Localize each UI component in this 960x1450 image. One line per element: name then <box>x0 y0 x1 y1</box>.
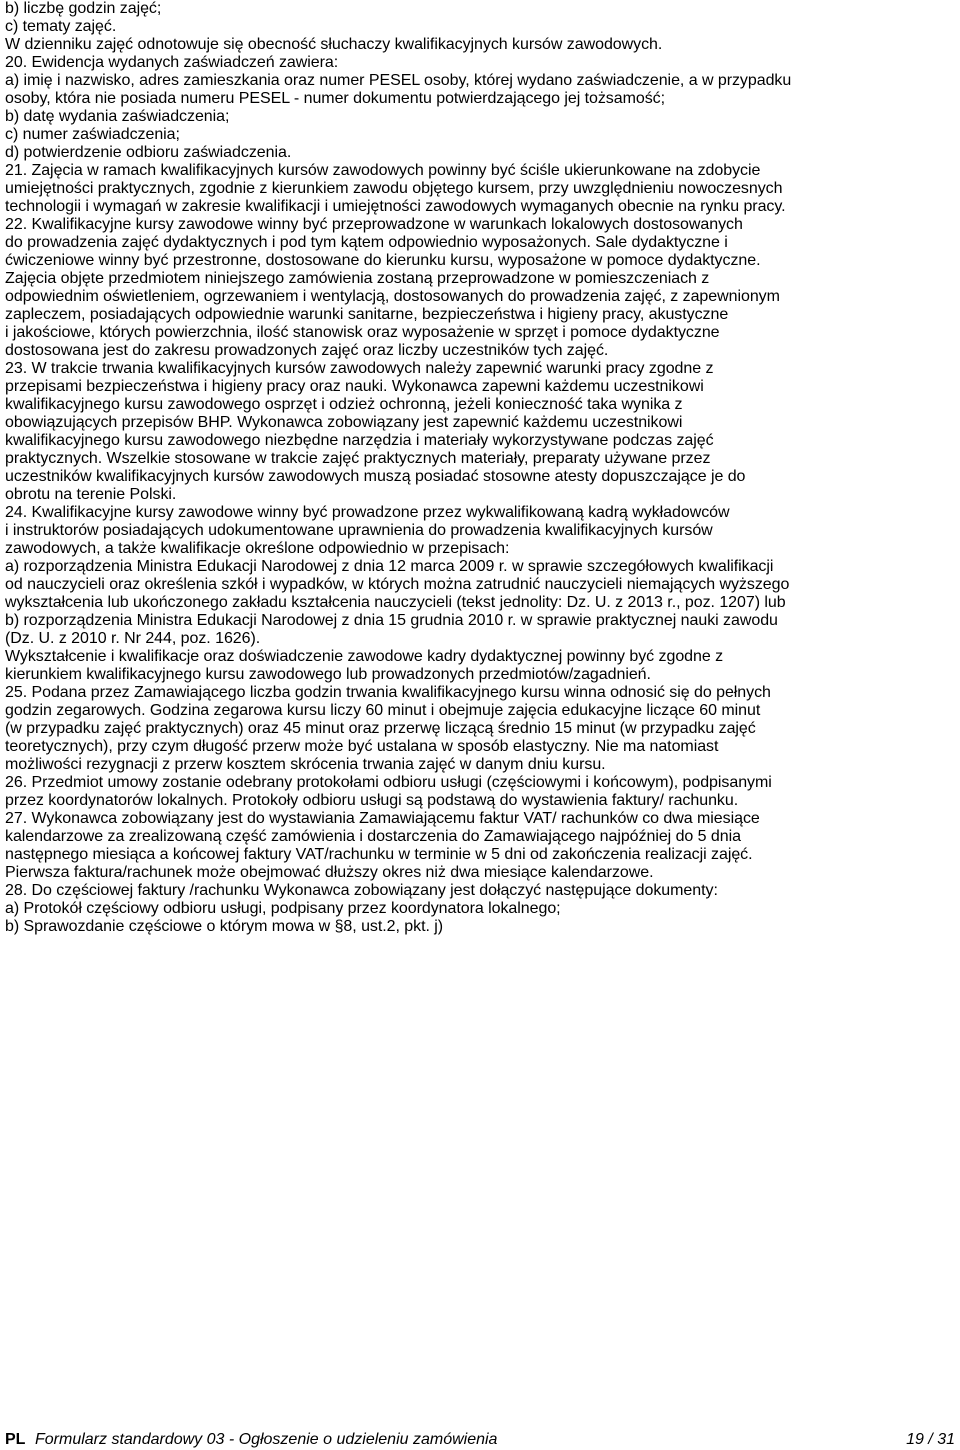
text-line: Zajęcia objęte przedmiotem niniejszego zamówienia zostaną przeprowadzone w pomieszczeniach z <box>5 270 710 287</box>
text-line: 25. Podana przez Zamawiającego liczba godzin trwania kwalifikacyjnego kursu winna odnosić się do pełnych <box>5 684 771 701</box>
text-line: 21. Zajęcia w ramach kwalifikacyjnych kursów zawodowych powinny być ściśle ukierunkowane na zdobycie <box>5 162 761 179</box>
text-line: 27. Wykonawca zobowiązany jest do wystawiania Zamawiającemu faktur VAT/ rachunków co dwa miesiące <box>5 810 760 827</box>
text-line: od nauczycieli oraz określenia szkół i wypadków, w których można zatrudnić nauczycieli niemających wyższego <box>5 576 790 593</box>
text-line: a) Protokół częściowy odbioru usługi, podpisany przez koordynatora lokalnego; <box>5 900 561 917</box>
text-line: technologii i wymagań w zakresie kwalifikacji i umiejętności zawodowych wymaganych obecnie na rynku pracy. <box>5 198 786 215</box>
footer-page-number: 19 / 31 <box>906 1431 955 1448</box>
text-line: a) imię i nazwisko, adres zamieszkania oraz numer PESEL osoby, której wydano zaświadczenie, a w przypadku <box>5 72 792 89</box>
text-line: 26. Przedmiot umowy zostanie odebrany protokołami odbioru usługi (częściowymi i końcowym), podpisanymi <box>5 774 772 791</box>
page-footer <box>5 1430 955 1450</box>
text-line: kierunkiem kwalifikacyjnego kursu zawodowego lub prowadzonych przedmiotów/zagadnień. <box>5 666 651 683</box>
text-line: 23. W trakcie trwania kwalifikacyjnych kursów zawodowych należy zapewnić warunki pracy zgodne z <box>5 360 714 377</box>
text-line: obowiązujących przepisów BHP. Wykonawca zobowiązany jest zapewnić każdemu uczestnikowi <box>5 414 683 431</box>
text-line: (w przypadku zajęć praktycznych) oraz 45 minut oraz przerwę liczącą średnio 15 minut (w przypadku zajęć <box>5 720 756 737</box>
text-line: c) tematy zajęć. <box>5 18 117 35</box>
text-line: b) rozporządzenia Ministra Edukacji Narodowej z dnia 15 grudnia 2010 r. w sprawie praktycznej nauki zawodu <box>5 612 778 629</box>
text-line: b) datę wydania zaświadczenia; <box>5 108 230 125</box>
text-line: teoretycznych), przy czym długość przerw może być ustalana w sposób elastyczny. Nie ma natomiast <box>5 738 719 755</box>
text-line: godzin zegarowych. Godzina zegarowa kursu liczy 60 minut i obejmuje zajęcia edukacyjne liczące 60 minut <box>5 702 761 719</box>
text-line: i instruktorów posiadających udokumentowane uprawnienia do prowadzenia kwalifikacyjnych kursów <box>5 522 713 539</box>
text-line: c) numer zaświadczenia; <box>5 126 180 143</box>
text-line: kalendarzowe za zrealizowaną część zamówienia i dostarczenia do Zamawiającego najpóźniej do 5 dnia <box>5 828 741 845</box>
text-line: osoby, która nie posiada numeru PESEL - numer dokumentu potwierdzającego jej tożsamość; <box>5 90 666 107</box>
text-line: 22. Kwalifikacyjne kursy zawodowe winny być przeprowadzone w warunkach lokalowych dostosowanych <box>5 216 743 233</box>
text-line: 20. Ewidencja wydanych zaświadczeń zawiera: <box>5 54 339 71</box>
text-line: praktycznych. Wszelkie stosowane w trakcie zajęć praktycznych materiały, preparaty używane przez <box>5 450 711 467</box>
text-line: i jakościowe, których powierzchnia, ilość stanowisk oraz wyposażenie w sprzęt i pomoce dydaktyczne <box>5 324 720 341</box>
text-line: kwalifikacyjnego kursu zawodowego osprzęt i odzież ochronną, jeżeli konieczność taka wynika z <box>5 396 683 413</box>
text-line: a) rozporządzenia Ministra Edukacji Narodowej z dnia 12 marca 2009 r. w sprawie szczegółowych kwalifikacji <box>5 558 774 575</box>
text-line: (Dz. U. z 2010 r. Nr 244, poz. 1626). <box>5 630 261 647</box>
text-line: W dzienniku zajęć odnotowuje się obecność słuchaczy kwalifikacyjnych kursów zawodowych. <box>5 36 663 53</box>
text-line: ćwiczeniowe winny być przestronne, dostosowane do kierunku kursu, wyposażone w pomoce dydaktyczne. <box>5 252 761 269</box>
text-line: dostosowana jest do zakresu prowadzonych zajęć oraz liczby uczestników tych zajęć. <box>5 342 609 359</box>
text-line: d) potwierdzenie odbioru zaświadczenia. <box>5 144 292 161</box>
text-line: wykształcenia lub ukończonego zakładu kształcenia nauczycieli (tekst jednolity: Dz. U. z 2013 r., poz. 1207) lub <box>5 594 786 611</box>
text-line: 28. Do częściowej faktury /rachunku Wykonawca zobowiązany jest dołączyć następujące dokumenty: <box>5 882 718 899</box>
text-line: przez koordynatorów lokalnych. Protokoły odbioru usługi są podstawą do wystawienia faktury/ rachunku. <box>5 792 739 809</box>
text-line: kwalifikacyjnego kursu zawodowego niezbędne narzędzia i materiały wykorzystywane podczas zajęć <box>5 432 714 449</box>
text-line: obrotu na terenie Polski. <box>5 486 177 503</box>
text-line: do prowadzenia zajęć dydaktycznych i pod tym kątem odpowiednio wyposażonych. Sale dydaktyczne i <box>5 234 728 251</box>
text-line: uczestników kwalifikacyjnych kursów zawodowych muszą posiadać stosowne atesty dopuszczające je do <box>5 468 746 485</box>
text-line: możliwości rezygnacji z przerw kosztem skrócenia trwania zajęć w danym dniu kursu. <box>5 756 606 773</box>
text-line: przepisami bezpieczeństwa i higieny pracy oraz nauki. Wykonawca zapewni każdemu uczestnikowi <box>5 378 704 395</box>
text-line: zapleczem, posiadających odpowiednie warunki sanitarne, bezpieczeństwa i higieny pracy, akustyczne <box>5 306 729 323</box>
text-line: następnego miesiąca a końcowej faktury VAT/rachunku w terminie w 5 dni od zakończenia realizacji zajęć. <box>5 846 753 863</box>
text-line: odpowiednim oświetleniem, ogrzewaniem i wentylacją, dostosowanych do prowadzenia zajęć, z zapewnionym <box>5 288 780 305</box>
text-line: zawodowych, a także kwalifikacje określone odpowiednio w przepisach: <box>5 540 510 557</box>
text-line: b) liczbę godzin zajęć; <box>5 0 162 17</box>
text-line: 24. Kwalifikacyjne kursy zawodowe winny być prowadzone przez wykwalifikowaną kadrą wykładowców <box>5 504 730 521</box>
text-line: umiejętności praktycznych, zgodnie z kierunkiem zawodu objętego kursem, przy uwzględnieniu nowoczesnych <box>5 180 783 197</box>
footer-form-title: Formularz standardowy 03 - Ogłoszenie o udzieleniu zamówienia <box>35 1431 498 1448</box>
text-line: b) Sprawozdanie częściowe o którym mowa w §8, ust.2, pkt. j) <box>5 918 444 935</box>
footer-language-code: PL <box>5 1431 26 1448</box>
text-line: Pierwsza faktura/rachunek może obejmować dłuższy okres niż dwa miesiące kalendarzowe. <box>5 864 654 881</box>
document-body <box>5 0 957 936</box>
text-line: Wykształcenie i kwalifikacje oraz doświadczenie zawodowe kadry dydaktycznej powinny być zgodne z <box>5 648 724 665</box>
